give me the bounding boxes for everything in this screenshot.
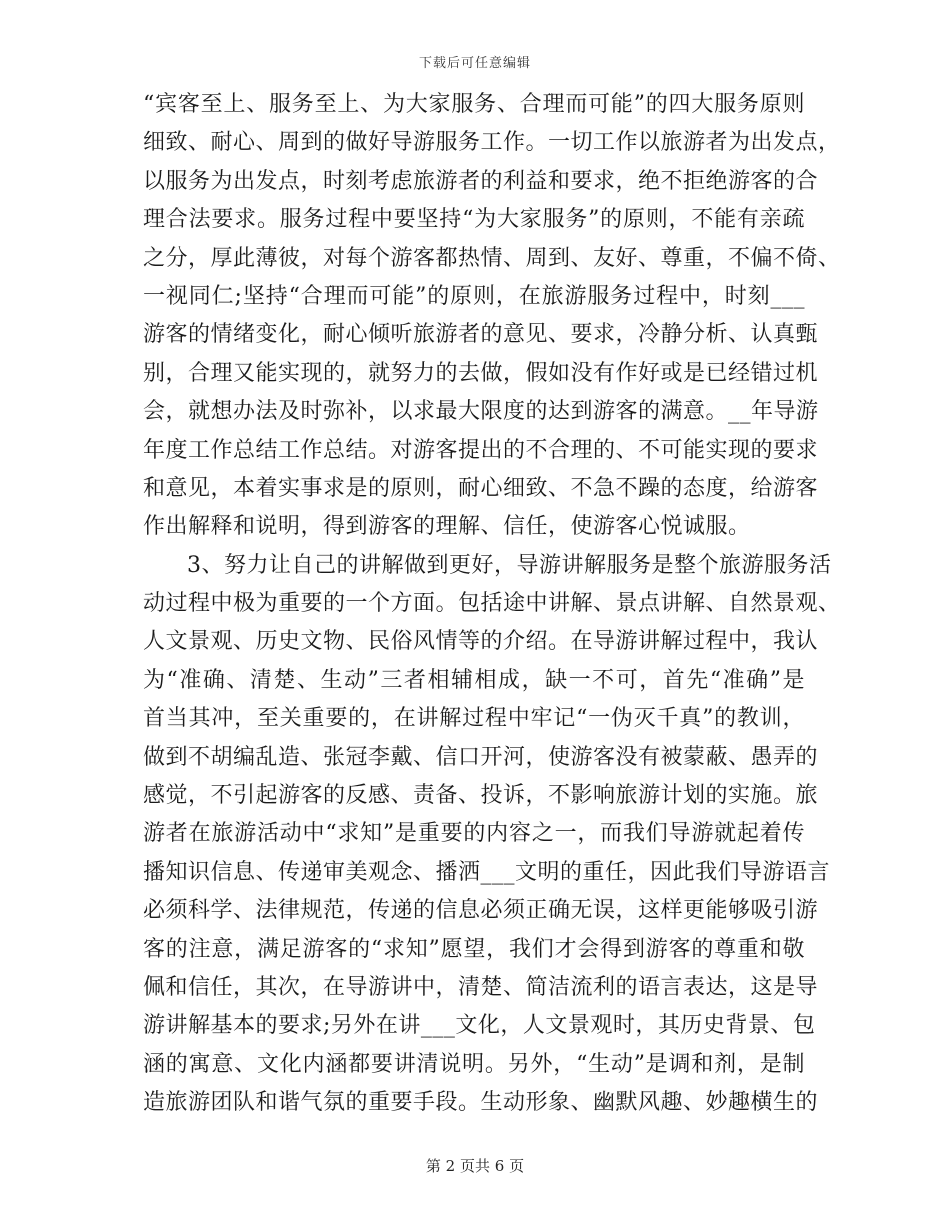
text-line: 和意见，本着实事求是的原则，耐心细致、不急不躁的态度，给游客	[143, 475, 819, 501]
text-line: 客的注意，满足游客的“求知”愿望，我们才会得到游客的尊重和敬	[143, 936, 805, 962]
document-body	[143, 86, 841, 1123]
text-line: 首当其冲，至关重要的，在讲解过程中牢记“一伪灭千真”的教训，	[143, 706, 805, 732]
text-line: 感觉，不引起游客的反感、责备、投诉，不影响旅游计划的实施。旅	[143, 783, 819, 809]
text-line: 涵的寓意、文化内涵都要讲清说明。另外，“生动”是调和剂，是制	[143, 1051, 805, 1077]
text-line: 人文景观、历史文物、民俗风情等的介绍。在导游讲解过程中，我认	[143, 629, 819, 655]
text-line: 佩和信任，其次，在导游讲中，清楚、简洁流利的语言表达，这是导	[143, 974, 819, 1000]
text-line: 游讲解基本的要求;另外在讲___文化，人文景观时，其历史背景、包	[143, 1013, 816, 1039]
text-line: 做到不胡编乱造、张冠李戴、信口开河，使游客没有被蒙蔽、愚弄的	[143, 744, 819, 770]
text-line: 为“准确、清楚、生动”三者相辅相成，缺一不可，首先“准确”是	[143, 667, 805, 693]
text-line: 年度工作总结工作总结。对游客提出的不合理的、不可能实现的要求	[143, 437, 819, 463]
text-line: “宾客至上、服务至上、为大家服务、合理而可能”的四大服务原则	[143, 92, 805, 117]
text-line: 游客的情绪变化，耐心倾听旅游者的意见、要求，冷静分析、认真甄	[143, 322, 819, 348]
text-line: 会，就想办法及时弥补，以求最大限度的达到游客的满意。__年导游	[143, 399, 819, 425]
text-line: 以服务为出发点，时刻考虑旅游者的利益和要求，绝不拒绝游客的合	[143, 168, 819, 194]
page-footer: 第 2 页共 6 页	[425, 1157, 525, 1175]
text-line: 细致、耐心、周到的做好导游服务工作。一切工作以旅游者为出发点，	[143, 130, 841, 156]
text-line: 游者在旅游活动中“求知”是重要的内容之一，而我们导游就起着传	[143, 821, 805, 847]
text-line: 必须科学、法律规范，传递的信息必须正确无误，这样更能够吸引游	[143, 898, 819, 924]
text-line: 理合法要求。服务过程中要坚持“为大家服务”的原则，不能有亲疏	[143, 207, 805, 233]
page-header: 下载后可任意编辑	[418, 56, 531, 71]
text-line: 3、努力让自己的讲解做到更好，导游讲解服务是整个旅游服务活	[187, 552, 832, 578]
text-line: 动过程中极为重要的一个方面。包括途中讲解、景点讲解、自然景观、	[143, 591, 841, 617]
text-line: 之分，厚此薄彼，对每个游客都热情、周到、友好、尊重，不偏不倚、	[143, 245, 841, 271]
text-line: 造旅游团队和谐气氛的重要手段。生动形象、幽默风趣、妙趣横生的	[143, 1090, 819, 1116]
text-line: 别，合理又能实现的，就努力的去做，假如没有作好或是已经错过机	[143, 360, 819, 386]
text-line: 播知识信息、传递审美观念、播洒___文明的重任，因此我们导游语言	[143, 859, 831, 885]
text-line: 一视同仁;坚持“合理而可能”的原则，在旅游服务过程中，时刻___	[143, 283, 805, 309]
text-line: 作出解释和说明，得到游客的理解、信任，使游客心悦诚服。	[143, 514, 751, 540]
